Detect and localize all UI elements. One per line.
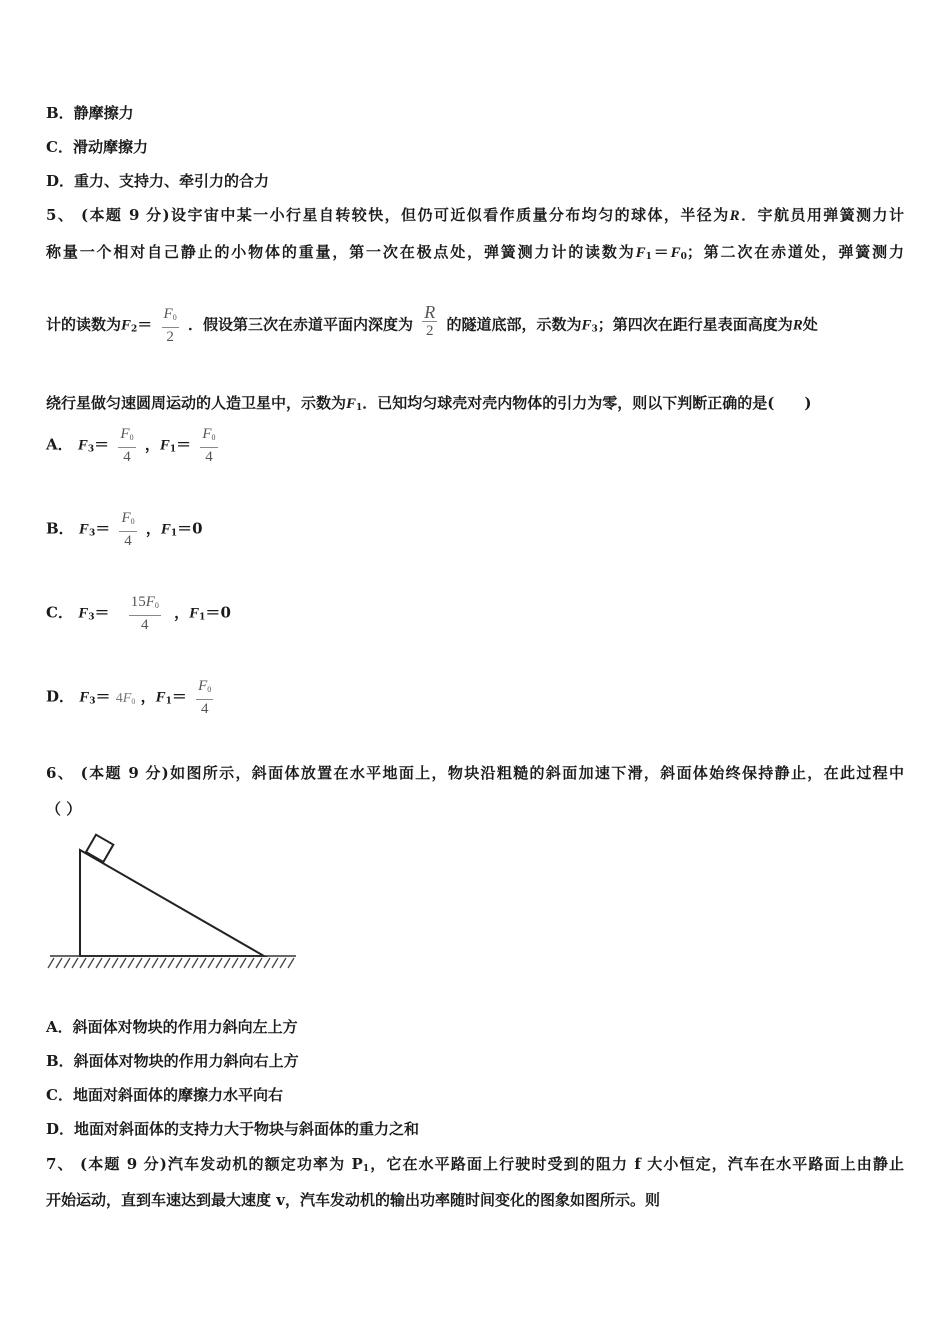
q6-option-d: D．地面对斜面体的支持力大于物块与斜面体的重力之和 (46, 1120, 420, 1138)
fraction-f0-over-4: $\frac{F_0}{4}$ (121, 510, 135, 549)
q6-stem: 6、 (本题 9 分)如图所示，斜面体放置在水平地面上，物块沿粗糙的斜面加速下滑，斜面体始终保持静止，在此过程中 (46, 764, 904, 782)
q4-option-b: B．静摩擦力 (46, 104, 134, 122)
q7-stem-line2: 开始运动，直到车速达到最大速度 v，汽车发动机的输出功率随时间变化的图象如图所示。则 (46, 1191, 660, 1209)
q5-option-c: C． $F_3=$ $\frac{15F_0}{4}$ ，$F_1=0$ (46, 594, 231, 633)
ground-hatching (48, 958, 294, 968)
q5-stem-line3: 计的读数为$F_2=$ $\frac{F_0}{2}$ ．假设第三次在赤道平面内深度为 $\frac{R}{2}$ 的隧道底部，示数为$F_3$；第四次在距行星表面高度为R处 (46, 302, 818, 345)
q6-option-c: C．地面对斜面体的摩擦力水平向右 (46, 1086, 283, 1104)
fraction-15f0-over-4: $\frac{15F_0}{4}$ (130, 594, 159, 633)
incline-wedge (80, 850, 264, 956)
q5-stem-line4: 绕行星做匀速圆周运动的人造卫星中，示数为$F_1$．已知均匀球壳对壳内物体的引力为零，则以下判断正确的是( ) (46, 394, 812, 413)
incline-figure (46, 828, 316, 973)
q4-option-d: D．重力、支持力、牵引力的合力 (46, 172, 270, 190)
q6-option-b: B．斜面体对物块的作用力斜向右上方 (46, 1052, 299, 1070)
q5-stem-line2: 称量一个相对自己静止的小物体的重量，第一次在极点处，弹簧测力计的读数为$F_1=F_0$；第二次在赤道处，弹簧测力 (46, 243, 904, 262)
q4-option-c: C．滑动摩擦力 (46, 138, 148, 156)
q5-option-a: A． $F_3=$ $\frac{F_0}{4}$ ，$F_1=$ $\frac{F_0}{4}$ (46, 426, 216, 465)
fraction-f0-over-2: $\frac{F_0}{2}$ (163, 306, 177, 345)
fraction-f0-over-4: $\frac{F_0}{4}$ (198, 678, 212, 717)
q7-stem-line1: 7、 (本题 9 分)汽车发动机的额定功率为 $P_1$，它在水平路面上行驶时受到的阻力 f 大小恒定，汽车在水平路面上由静止 (46, 1155, 904, 1174)
q5-option-b: B． $F_3=$ $\frac{F_0}{4}$ ，$F_1=0$ (46, 510, 203, 549)
fraction-f0-over-4: $\frac{F_0}{4}$ (202, 426, 216, 465)
q5-option-d: D． $F_3= 4F_0$ ，$F_1=$ $\frac{F_0}{4}$ (46, 678, 212, 717)
value-4f0: $4F_0$ (115, 690, 136, 706)
fraction-r-over-2: $\frac{R}{2}$ (424, 302, 436, 339)
q6-answer-paren: （ ） (46, 800, 82, 818)
q5-stem-line1: 5、 (本题 9 分)设宇宙中某一小行星自转较快，但仍可近似看作质量分布均匀的球体，半径为R．宇航员用弹簧测力计 (46, 206, 904, 224)
fraction-f0-over-4: $\frac{F_0}{4}$ (120, 426, 134, 465)
sliding-block (86, 835, 113, 862)
q6-option-a: A．斜面体对物块的作用力斜向左上方 (46, 1018, 298, 1036)
